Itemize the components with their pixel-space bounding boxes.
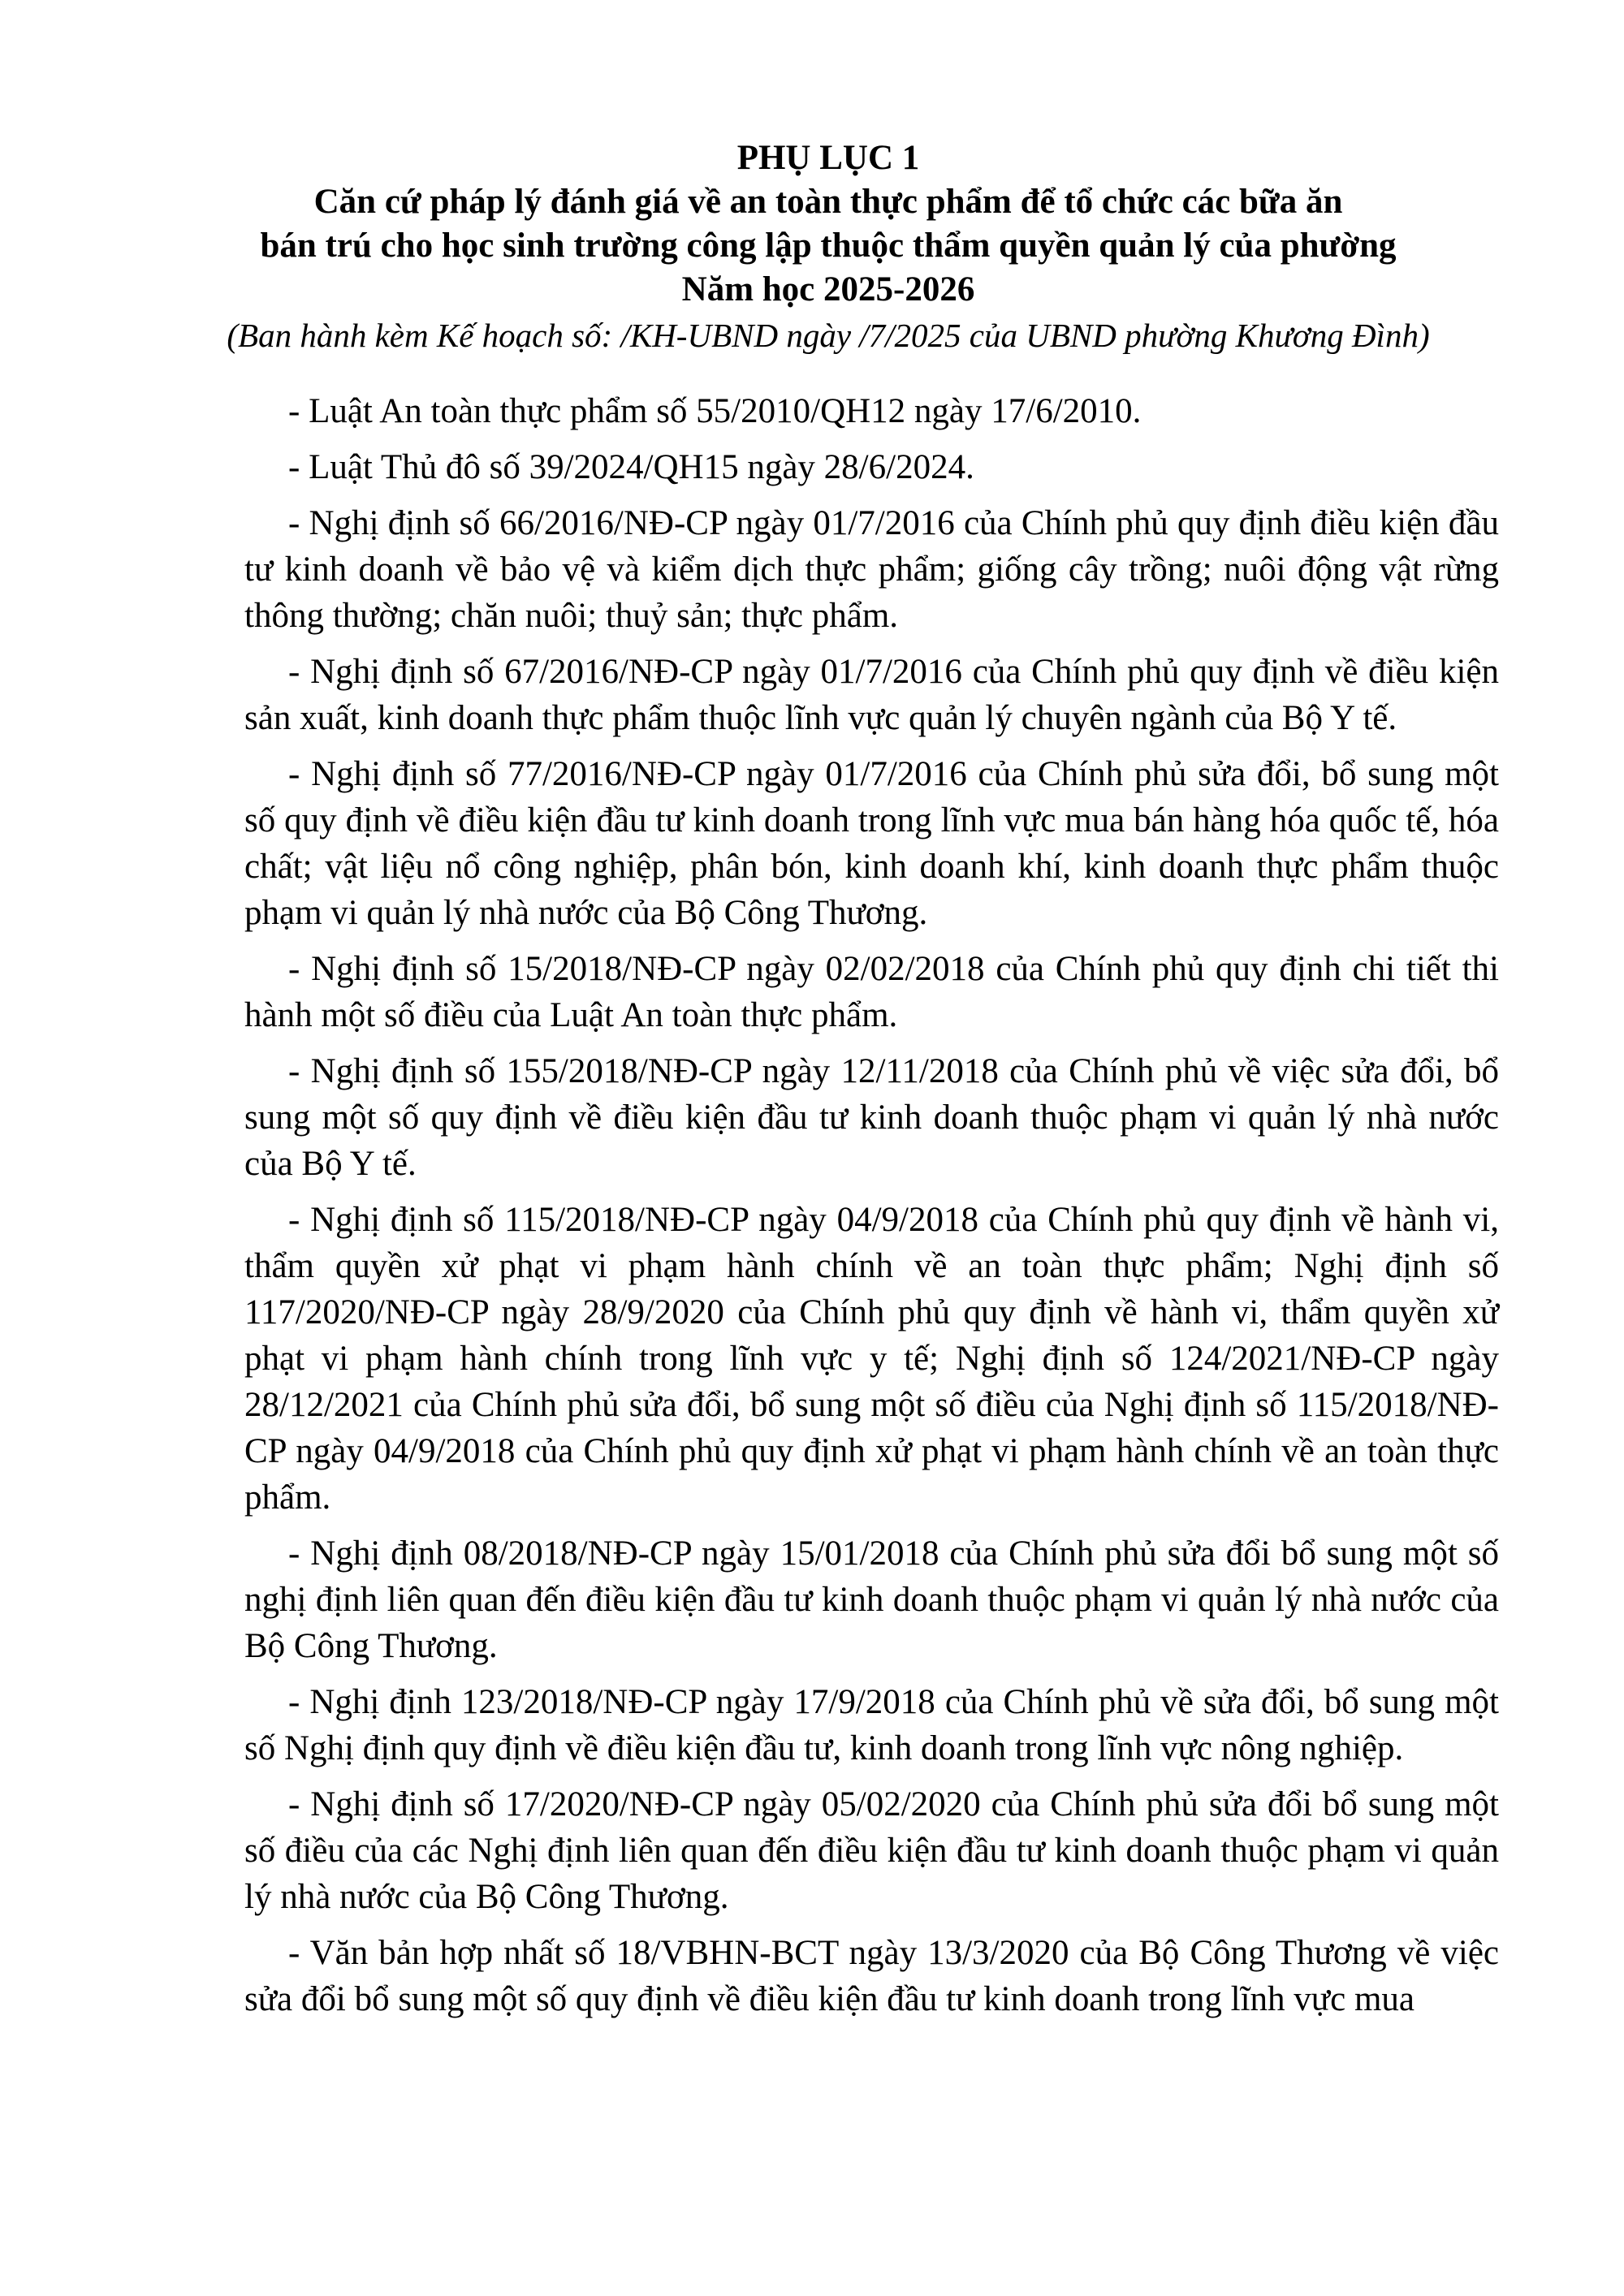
legal-basis-item: - Nghị định 123/2018/NĐ-CP ngày 17/9/2018 của Chính phủ về sửa đổi, bổ sung một số Nghị định quy định về điều kiện đầu tư, kinh doanh trong lĩnh vực nông nghiệp. <box>244 1683 1499 1767</box>
legal-basis-item: - Nghị định số 67/2016/NĐ-CP ngày 01/7/2016 của Chính phủ quy định về điều kiện sản xuất, kinh doanh thực phẩm thuộc lĩnh vực quản lý chuyên ngành của Bộ Y tế. <box>244 653 1499 737</box>
legal-basis-item: - Nghị định số 115/2018/NĐ-CP ngày 04/9/2018 của Chính phủ quy định về hành vi, thẩm quyền xử phạt vi phạm hành chính về an toàn thực phẩm; Nghị định số 117/2020/NĐ-CP ngày 28/9/2020 của Chính phủ quy định về hành vi, thẩm quyền xử phạt vi phạm hành chính trong lĩnh vực y tế; Nghị định số 124/2021/NĐ-CP ngày 28/12/2021 của Chính phủ sửa đổi, bổ sung một số điều của Nghị định số 115/2018/NĐ-CP ngày 04/9/2018 của Chính phủ quy định xử phạt vi phạm hành chính về an toàn thực phẩm. <box>244 1201 1499 1517</box>
issued-by-note: (Ban hành kèm Kế hoạch số: /KH-UBND ngày /7/2025 của UBND phường Khương Đình) <box>227 317 1430 354</box>
appendix-title-line-2: bán trú cho học sinh trường công lập thuộc thẩm quyền quản lý của phường <box>260 227 1397 265</box>
legal-basis-list <box>244 388 1499 2022</box>
legal-basis-item: - Văn bản hợp nhất số 18/VBHN-BCT ngày 13/3/2020 của Bộ Công Thương về việc sửa đổi bổ sung một số quy định về điều kiện đầu tư kinh doanh trong lĩnh vực mua <box>244 1934 1499 2018</box>
appendix-title-line-1: Căn cứ pháp lý đánh giá về an toàn thực phẩm để tổ chức các bữa ăn <box>313 183 1343 221</box>
legal-basis-item: - Luật Thủ đô số 39/2024/QH15 ngày 28/6/2024. <box>288 448 974 486</box>
legal-basis-item: - Nghị định 08/2018/NĐ-CP ngày 15/01/2018 của Chính phủ sửa đổi bổ sung một số nghị định liên quan đến điều kiện đầu tư kinh doanh thuộc phạm vi quản lý nhà nước của Bộ Công Thương. <box>244 1534 1499 1665</box>
appendix-label: PHỤ LỤC 1 <box>736 139 920 177</box>
legal-basis-item: - Nghị định số 15/2018/NĐ-CP ngày 02/02/2018 của Chính phủ quy định chi tiết thi hành một số điều của Luật An toàn thực phẩm. <box>244 950 1499 1034</box>
legal-basis-item: - Nghị định số 17/2020/NĐ-CP ngày 05/02/2020 của Chính phủ sửa đổi bổ sung một số điều của các Nghị định liên quan đến điều kiện đầu tư kinh doanh thuộc phạm vi quản lý nhà nước của Bộ Công Thương. <box>244 1785 1499 1916</box>
legal-basis-item: - Luật An toàn thực phẩm số 55/2010/QH12 ngày 17/6/2010. <box>288 392 1142 430</box>
appendix-header <box>162 136 1494 357</box>
legal-basis-item: - Nghị định số 155/2018/NĐ-CP ngày 12/11/2018 của Chính phủ về việc sửa đổi, bổ sung một số quy định về điều kiện đầu tư kinh doanh thuộc phạm vi quản lý nhà nước của Bộ Y tế. <box>244 1052 1499 1183</box>
appendix-title-line-3: Năm học 2025-2026 <box>681 270 975 309</box>
legal-basis-item: - Nghị định số 66/2016/NĐ-CP ngày 01/7/2016 của Chính phủ quy định điều kiện đầu tư kinh doanh về bảo vệ và kiểm dịch thực phẩm; giống cây trồng; nuôi động vật rừng thông thường; chăn nuôi; thuỷ sản; thực phẩm. <box>244 504 1499 635</box>
legal-basis-item: - Nghị định số 77/2016/NĐ-CP ngày 01/7/2016 của Chính phủ sửa đổi, bổ sung một số quy định về điều kiện đầu tư kinh doanh trong lĩnh vực mua bán hàng hóa quốc tế, hóa chất; vật liệu nổ công nghiệp, phân bón, kinh doanh khí, kinh doanh thực phẩm thuộc phạm vi quản lý nhà nước của Bộ Công Thương. <box>244 755 1499 932</box>
